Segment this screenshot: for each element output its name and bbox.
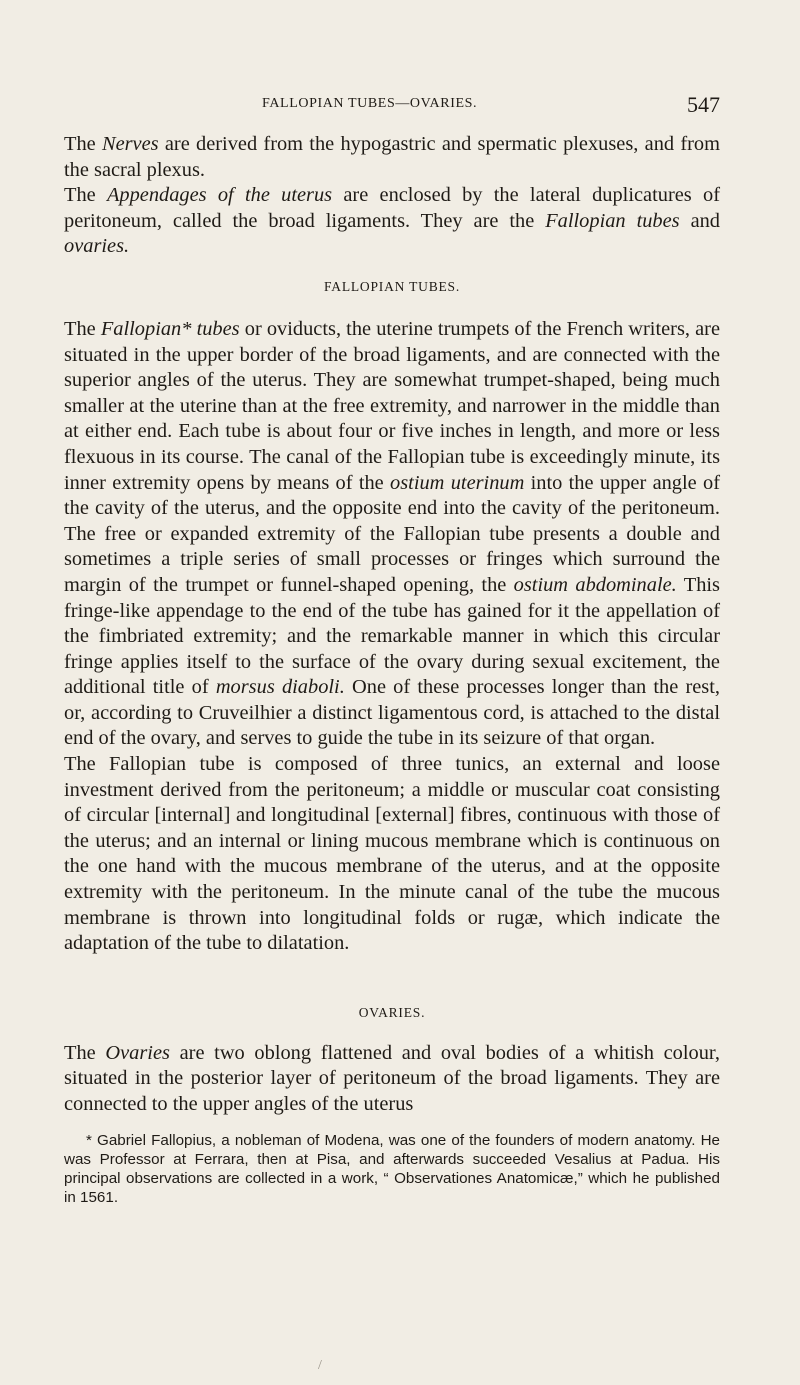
term-ostium-abdominale: ostium abdominale. xyxy=(513,573,677,596)
term-ovaries-def: Ovaries xyxy=(105,1041,170,1064)
fallopian-paragraph-1: The Fallopian* tubes or oviducts, the uterine trumpets of the French writers, are situated in the upper border of the broad ligaments, and are connected with the superior angles of the uterus. They are somewhat trumpet-shaped, being much smaller at the uterine than at the free extremity, and narrower in the middle than at either end. Each tube is about four or five inches in length, and more or less flexuous in its course. The canal of the Fallopian tube is exceedingly minute, its inner extremity opens by means of the ostium uterinum into the upper angle of the cavity of the uterus, and the opposite end into the cavity of the peritoneum. The free or expanded extremity of the Fallopian tube presents a double and sometimes a triple series of small processes or fringes which surround the margin of the trumpet or funnel-shaped opening, the ostium abdominale. This fringe-like appendage to the end of the tube has gained for it the appellation of the fimbriated extremity; and the remarkable manner in which this circular fringe applies itself to the surface of the ovary during sexual excitement, the additional title of morsus diaboli. One of these processes longer than the rest, or, according to Cruveilhier a distinct ligamentous cord, is attached to the distal end of the ovary, and serves to guide the tube in its seizure of that organ. xyxy=(64,317,721,750)
section-heading-ovaries: OVARIES. xyxy=(358,1004,426,1020)
term-morsus-diaboli: morsus diaboli. xyxy=(215,676,345,699)
body-text xyxy=(64,132,720,1207)
ovaries-paragraph: The Ovaries are two oblong flattened and oval bodies of a whitish colour, situated in the posterior layer of peritoneum of the broad ligaments. They are connected to the upper angles of the uterus xyxy=(64,1041,720,1115)
term-fallopian: Fallopian* xyxy=(100,317,192,340)
fallopian-paragraph-2: The Fallopian tube is composed of three tunics, an external and loose investment derived from the peritoneum; a middle or muscular coat consisting of circular [internal] and longitudinal [external] fibres, continuous with those of the uterus; and an internal or lining mucous membrane which is continuous on the one hand with the mucous membrane of the uterus, and at the opposite extremity with the peritoneum. In the minute canal of the tube the mucous membrane is thrown into longitudinal folds or rugæ, which indicate the adaptation of the tube to dilatation. xyxy=(64,753,720,955)
nerves-paragraph: The Nerves are derived from the hypogastric and spermatic plexuses, and from the sacral plexus. xyxy=(64,133,720,181)
term-ovaries: ovaries. xyxy=(64,235,130,258)
running-title: FALLOPIAN TUBES—OVARIES. xyxy=(262,96,478,111)
term-nerves: Nerves xyxy=(101,133,159,155)
footnote: * Gabriel Fallopius, a nobleman of Modena, was one of the founders of modern anatomy. He was Professor at Ferrara, then at Pisa, and afterwards succeeded Vesalius at Padua. His principal observations are collected in a work, “ Observationes Anatomicæ,” which he published in 1561. xyxy=(64,1131,720,1206)
appendages-paragraph: The Appendages of the uterus are enclosed by the lateral duplicatures of peritoneum, called the broad ligaments. They are the Fallopian tubes and ovaries. xyxy=(64,184,721,258)
term-ostium-uterinum: ostium uterinum xyxy=(390,471,525,494)
stray-mark: / xyxy=(318,1358,322,1373)
running-head xyxy=(64,92,720,120)
page-number: 547 xyxy=(687,92,720,117)
term-appendages: Appendages of the uterus xyxy=(106,184,333,207)
section-heading-fallopian-tubes: FALLOPIAN TUBES. xyxy=(323,278,461,294)
term-fallopian-tubes: Fallopian tubes xyxy=(545,209,680,232)
